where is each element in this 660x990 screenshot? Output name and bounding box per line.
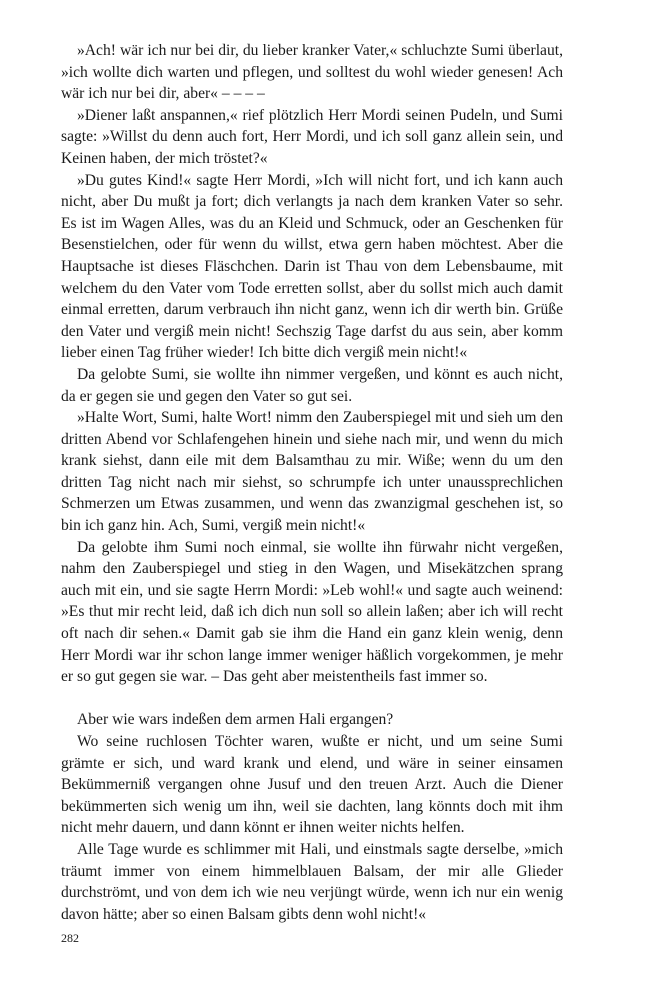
paragraph: »Diener laßt anspannen,« rief plötzlich Herr Mordi seinen Pudeln, und Sumi sagte: »Willst du denn auch fort, Herr Mordi, und ich soll ganz allein sein, und Keinen haben, der mich tröstet?« bbox=[61, 106, 563, 167]
paragraph: Aber wie wars indeßen dem armen Hali ergangen? bbox=[77, 711, 394, 729]
paragraph: »Halte Wort, Sumi, halte Wort! nimm den Zauberspiegel mit und sieh um den dritten Abend vor Schlafengehen hinein und siehe nach mir, und wenn du mich krank siehst, dann eile mit dem Balsamthau zu mir. Wiße; wenn du um den dritten Tag nicht nach mir siehst, so schrumpfe ich unter unaussprechlichen Schmerzen um Etwas zusammen, und wenn das zwanzigmal geschehen ist, so bin ich ganz hin. Ach, Sumi, vergiß mein nicht!« bbox=[61, 409, 563, 535]
page-number: 282 bbox=[61, 931, 79, 945]
paragraph: Wo seine ruchlosen Töchter waren, wußte er nicht, und um seine Sumi grämte er sich, und ward krank und elend, und wäre in seiner einsamen Bekümmerniß vergangen ohne Jusuf und den treuen Arzt. Auch die Diener bekümmerten sich wenig um ihn, weil sie dachten, lang könnts doch mit ihm nicht mehr dauern, und dann könnt er ihnen weiter nichts helfen. bbox=[61, 733, 563, 837]
paragraph: Da gelobte Sumi, sie wollte ihn nimmer vergeßen, und könnt es auch nicht, da er gegen sie und gegen den Vater so gut sei. bbox=[61, 365, 563, 405]
body-text bbox=[61, 40, 563, 925]
paragraph: »Du gutes Kind!« sagte Herr Mordi, »Ich will nicht fort, und ich kann auch nicht, aber Du mußt ja fort; dich verlangts ja nach dem kranken Vater so sehr. Es ist im Wagen Alles, was du an Kleid und Schmuck, oder an Geschenken für Besenstielchen, oder für wenn du willst, etwa gern haben möchtest. Aber die Hauptsache ist dieses Fläschchen. Darin ist Thau von dem Lebensbaume, mit welchem du den Vater vom Tode erretten sollst, aber du sollst mich auch damit einmal erretten, darum verbrauch ihn nicht ganz, wenn ich dir werth bin. Grüße den Vater und vergiß mein nicht! Sechszig Tage darfst du aus sein, aber komm lieber einen Tag früher wieder! Ich bitte dich vergiß mein nicht!« bbox=[61, 171, 563, 362]
paragraph: Da gelobte ihm Sumi noch einmal, sie wollte ihn fürwahr nicht vergeßen, nahm den Zauberspiegel und stieg in den Wagen, und Misekätzchen sprang auch mit ein, und sie sagte Herrn Mordi: »Leb wohl!« und sagte auch weinend: »Es thut mir recht leid, daß ich dich nun soll so allein laßen; aber ich will recht oft nach dir sehen.« Damit gab sie ihm die Hand ein ganz klein wenig, denn Herr Mordi war ihr schon lange immer weniger häßlich vorgekommen, je mehr er so gut gegen sie war. – Das geht aber meistentheils fast immer so. bbox=[61, 538, 563, 686]
paragraph: Alle Tage wurde es schlimmer mit Hali, und einstmals sagte derselbe, »mich träumt immer von einem himmelblauen Balsam, der mir alle Glieder durchströmt, und von dem ich wie neu verjüngt würde, wenn ich nur ein wenig davon hätte; aber so einen Balsam gibts denn wohl nicht!« bbox=[61, 840, 563, 923]
paragraph: »Ach! wär ich nur bei dir, du lieber kranker Vater,« schluchzte Sumi überlaut, »ich wollte dich warten und pflegen, und solltest du wohl wieder genesen! Ach wär ich nur bei dir, aber« – – – – bbox=[61, 42, 563, 103]
